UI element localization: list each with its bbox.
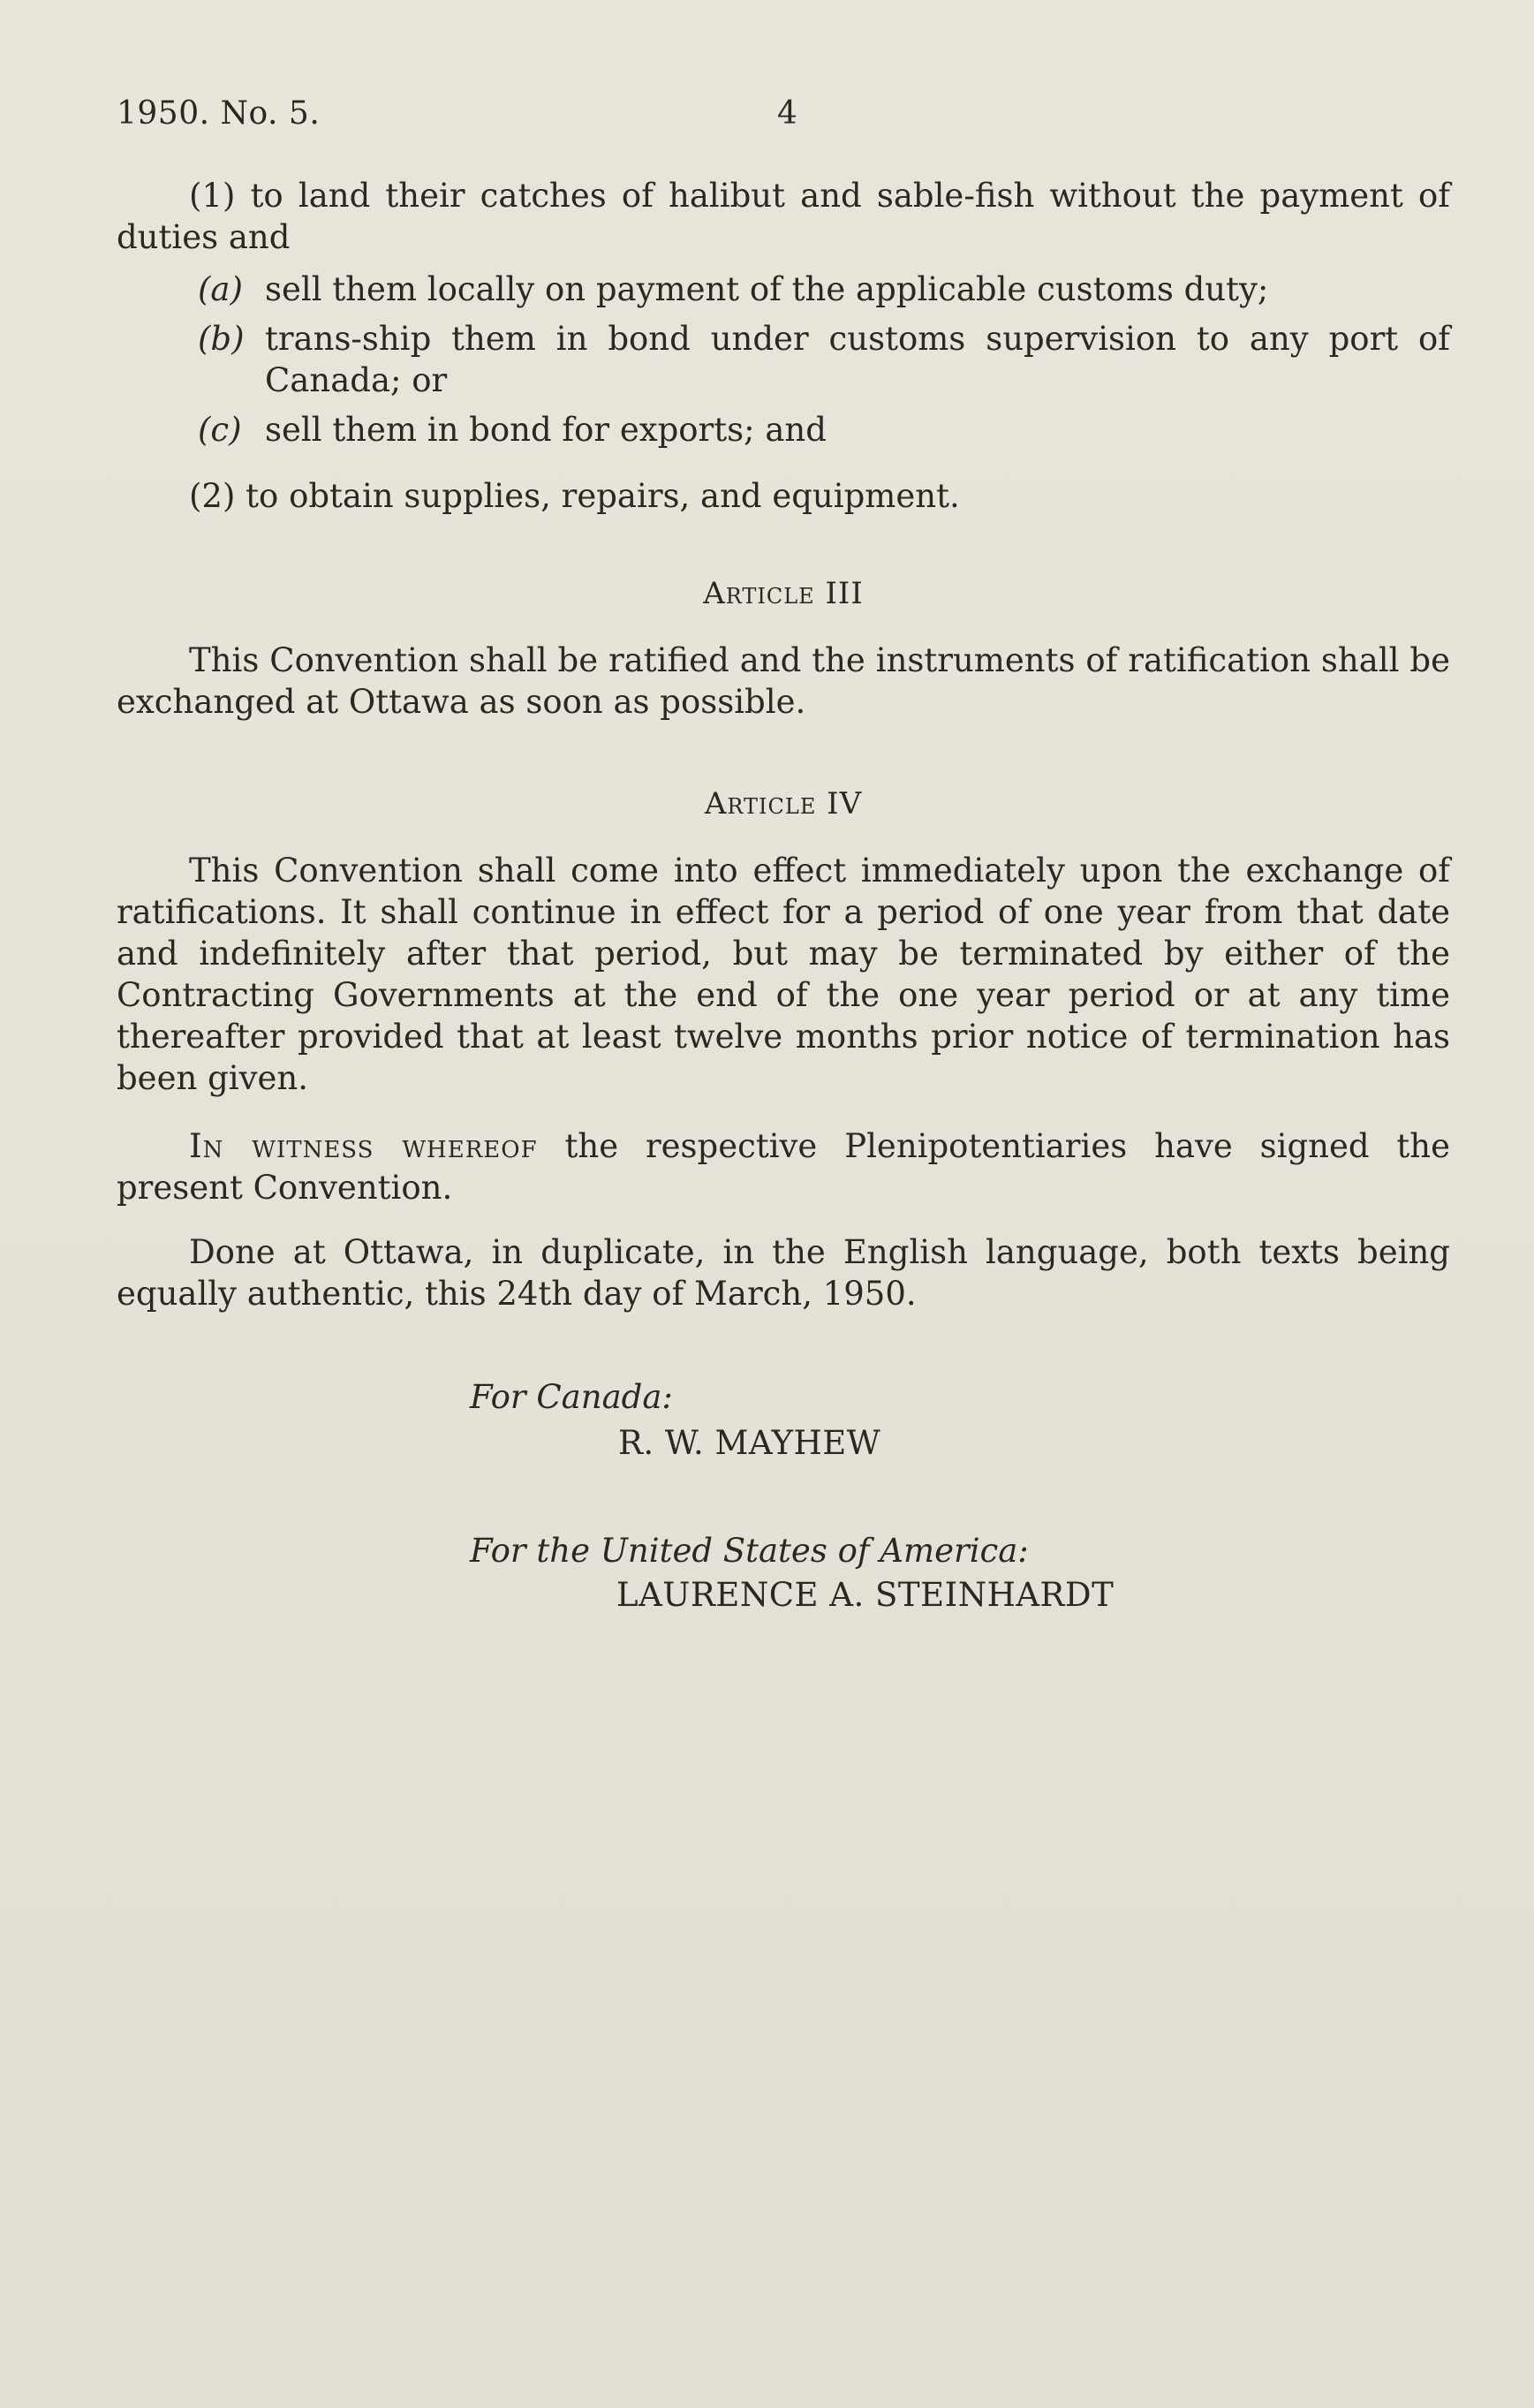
- list-item-label: (b): [198, 320, 245, 358]
- signature-for-canada: For Canada:: [470, 1378, 673, 1416]
- page-number: 4: [777, 95, 798, 132]
- list-item-label: (c): [198, 411, 242, 449]
- list-item-text: [265, 318, 1450, 360]
- paragraph-supplies: (2) to obtain supplies, repairs, and equipment.: [189, 477, 960, 515]
- signature-name-canada: R. W. MAYHEW: [618, 1424, 881, 1462]
- list-item-continuation: Canada; or: [265, 361, 448, 399]
- list-item-text: sell them in bond for exports; and: [265, 411, 827, 449]
- list-item-text: sell them locally on payment of the applicable customs duty;: [265, 270, 1269, 308]
- done-paragraph: Done at Ottawa, in duplicate, in the English language, both texts being equally authentic, this 24th day of March, 1950.: [117, 1233, 1450, 1313]
- article-4-heading: Article IV: [704, 786, 863, 822]
- witness-paragraph: [117, 1125, 1450, 1208]
- list-item-line: trans-ship them in bond under customs supervision to any port of: [265, 320, 1450, 358]
- header-citation: 1950. No. 5.: [117, 95, 321, 132]
- paragraph-text: (1) to land their catches of halibut and sable-fish without the payment of: [189, 177, 1450, 215]
- paragraph-continuation: duties and: [117, 218, 291, 256]
- signature-for-usa: For the United States of America:: [470, 1532, 1029, 1570]
- witness-text: the respective Plenipotentiaries have signed the present Convention.: [117, 1127, 1450, 1207]
- article-3-text: This Convention shall be ratified and the instruments of ratification shall be exchanged at Ottawa as soon as possible.: [117, 641, 1450, 721]
- signature-name-usa: LAURENCE A. STEINHARDT: [616, 1576, 1115, 1614]
- list-item-label: (a): [198, 270, 243, 308]
- witness-lead: In witness whereof: [189, 1127, 538, 1165]
- article-4-text: This Convention shall come into effect immediately upon the exchange of ratifications. It shall continue in effect for a period of one year from that date and indefinitely after that period, but may be terminated by either of the Contracting Governments at the end of the one year period or at any time thereafter provided that at least twelve months prior notice of termination has been given.: [117, 852, 1450, 1097]
- article-3-heading: Article III: [703, 576, 864, 611]
- paragraph-landing-rights: [117, 175, 1450, 258]
